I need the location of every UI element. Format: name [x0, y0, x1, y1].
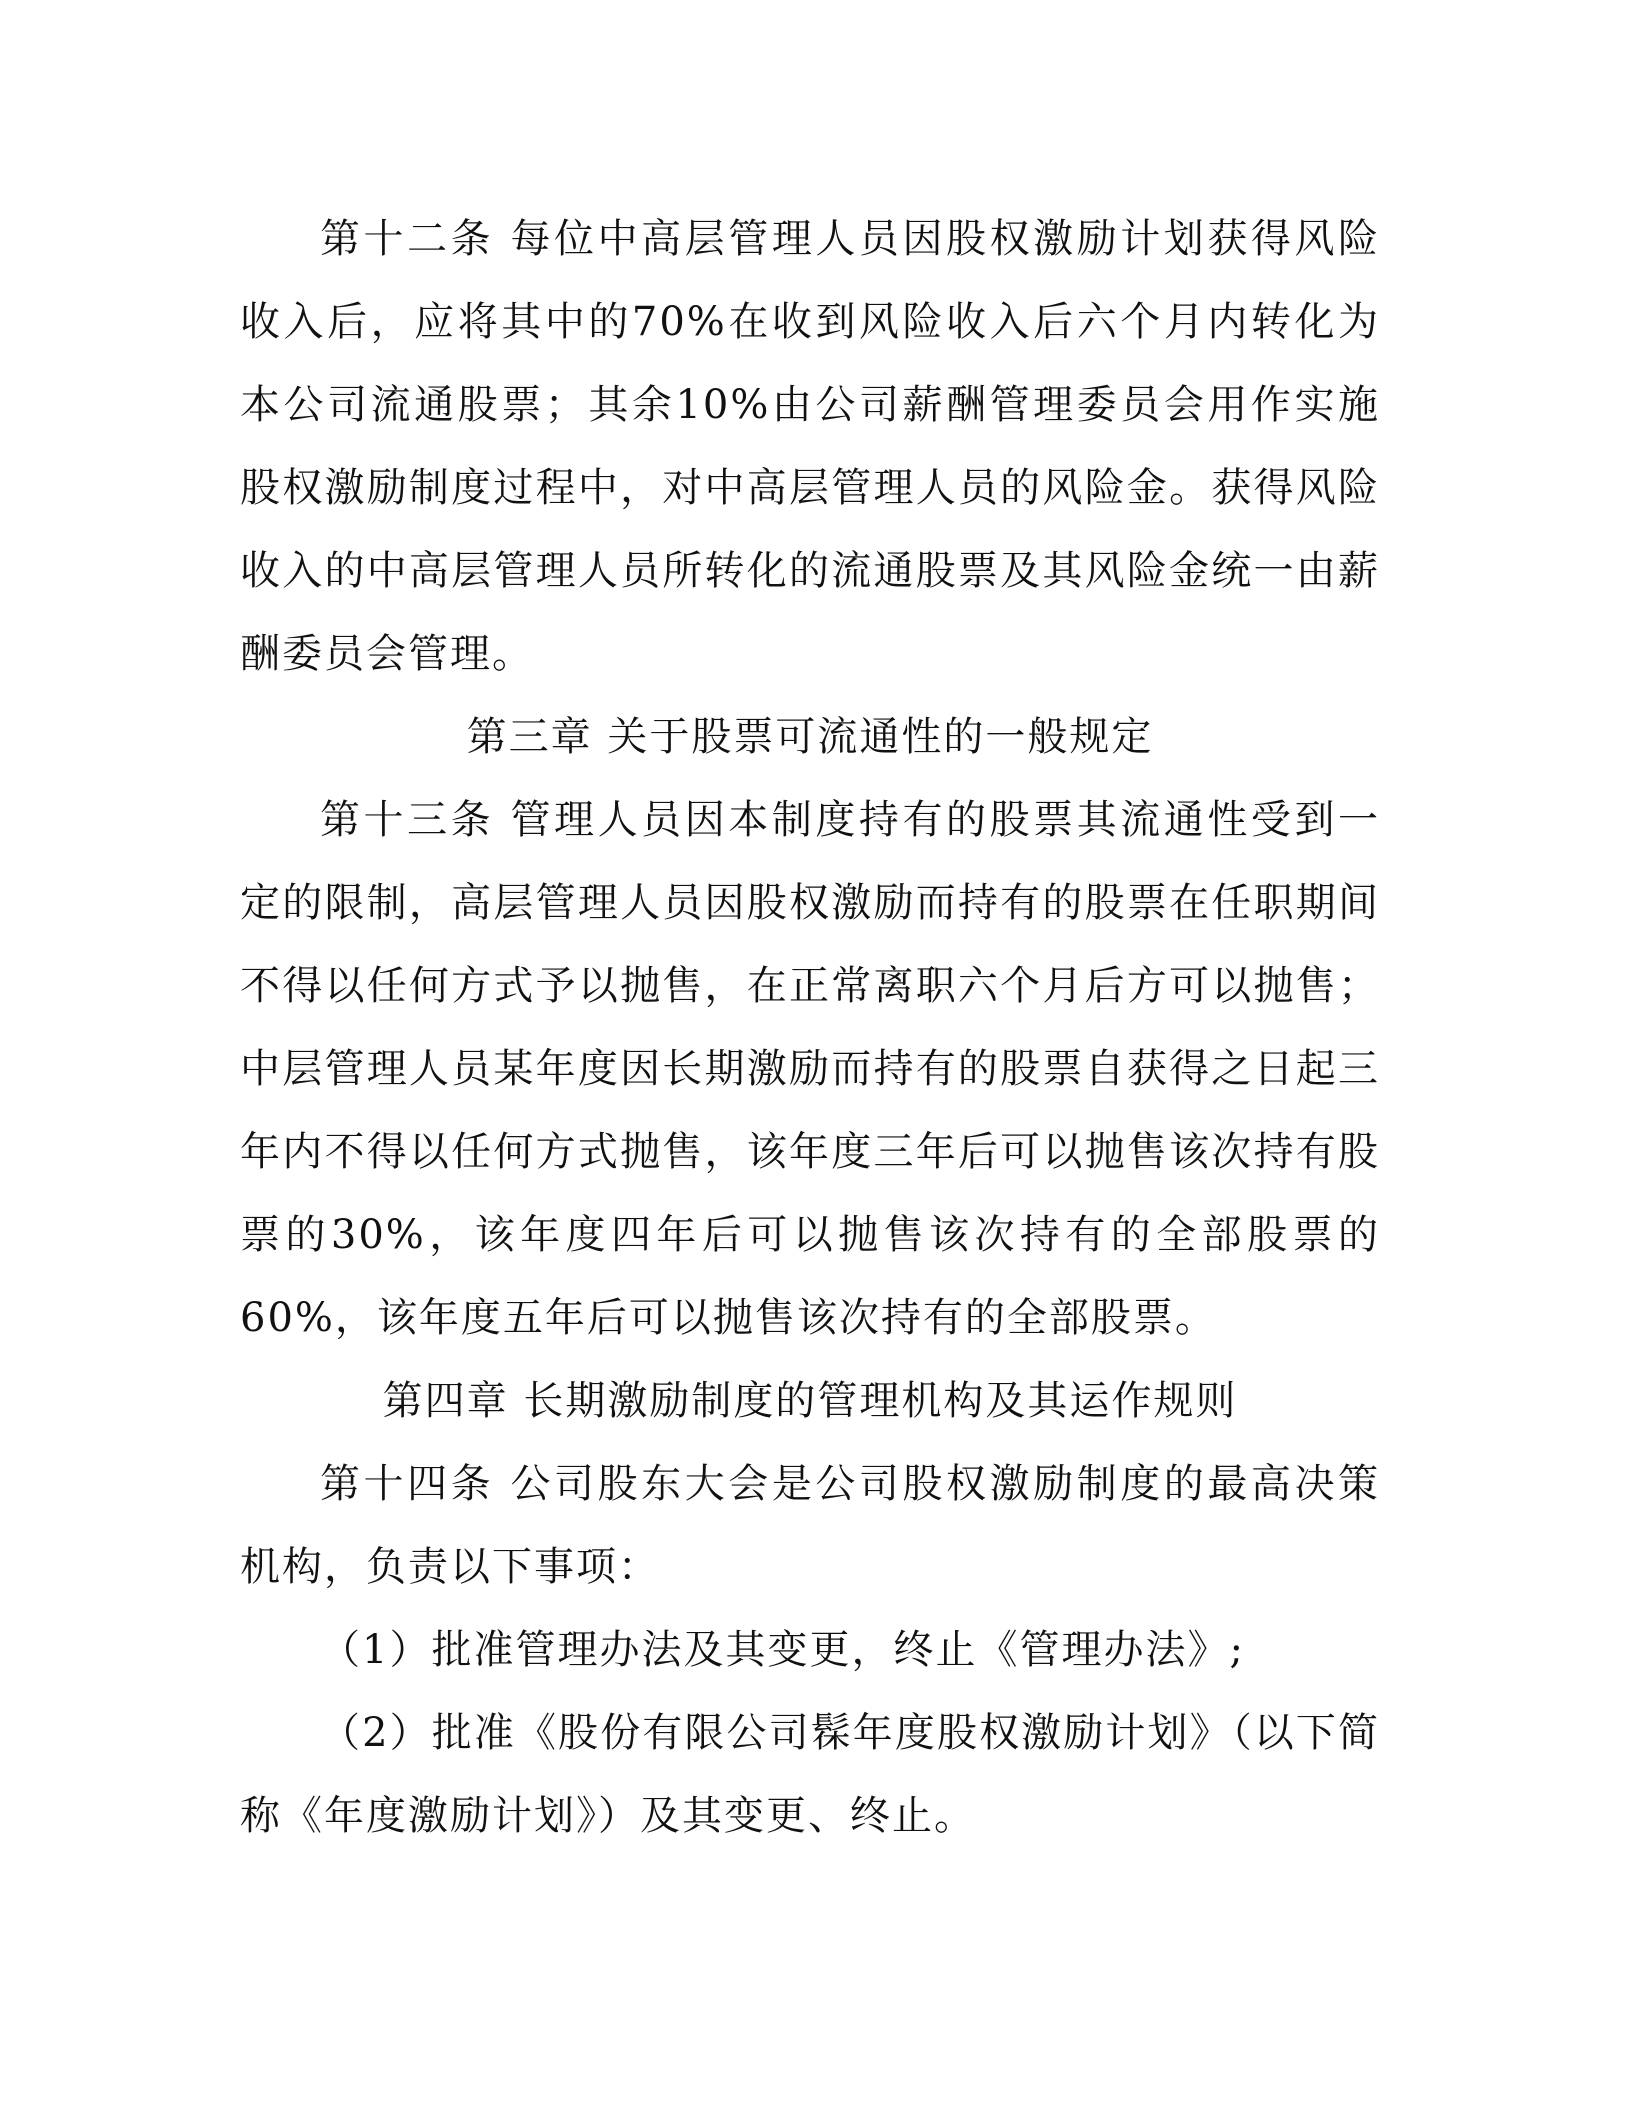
chapter-4-title: 第四章 — [382, 1378, 509, 1424]
chapter-4-text: 长期激励制度的管理机构及其运作规则 — [523, 1378, 1238, 1424]
article-12-text: 每位中高层管理人员因股权激励计划获得风险收入后，应将其中的70%在收到风险收入后六个月内转化为本公司流通股票；其余10%由公司薪酬管理委员会用作实施股权激励制度过程中，对中高层管理人员的风险金。获得风险收入的中高层管理人员所转化的流通股票及其风险金统一由薪酬委员会管理。 — [240, 216, 1381, 677]
article-12-title: 第十二条 — [320, 216, 495, 262]
article-14-text: 公司股东大会是公司股权激励制度的最高决策机构，负责以下事项： — [240, 1461, 1381, 1590]
article-14-title: 第十四条 — [320, 1461, 495, 1507]
chapter-3-text: 关于股票可流通性的一般规定 — [607, 714, 1154, 760]
chapter-3-title: 第三章 — [466, 714, 593, 760]
article-12 — [240, 198, 1380, 696]
article-14 — [240, 1443, 1380, 1609]
list-item-1: （1）批准管理办法及其变更，终止《管理办法》; — [320, 1627, 1245, 1673]
document-page — [240, 198, 1380, 1858]
article-13 — [240, 779, 1380, 1360]
article-13-title: 第十三条 — [320, 797, 495, 843]
chapter-3-heading — [240, 696, 1380, 779]
article-13-text: 管理人员因本制度持有的股票其流通性受到一定的限制，高层管理人员因股权激励而持有的股票在任职期间不得以任何方式予以抛售，在正常离职六个月后方可以抛售；中层管理人员某年度因长期激励而持有的股票自获得之日起三年内不得以任何方式抛售，该年度三年后可以抛售该次持有股票的30%，该年度四年后可以抛售该次持有的全部股票的60%，该年度五年后可以抛售该次持有的全部股票。 — [240, 797, 1381, 1341]
list-item-2: （2）批准《股份有限公司髹年度股权激励计划》（以下简称《年度激励计划》）及其变更、终止。 — [240, 1710, 1380, 1839]
chapter-4-heading — [240, 1360, 1380, 1443]
